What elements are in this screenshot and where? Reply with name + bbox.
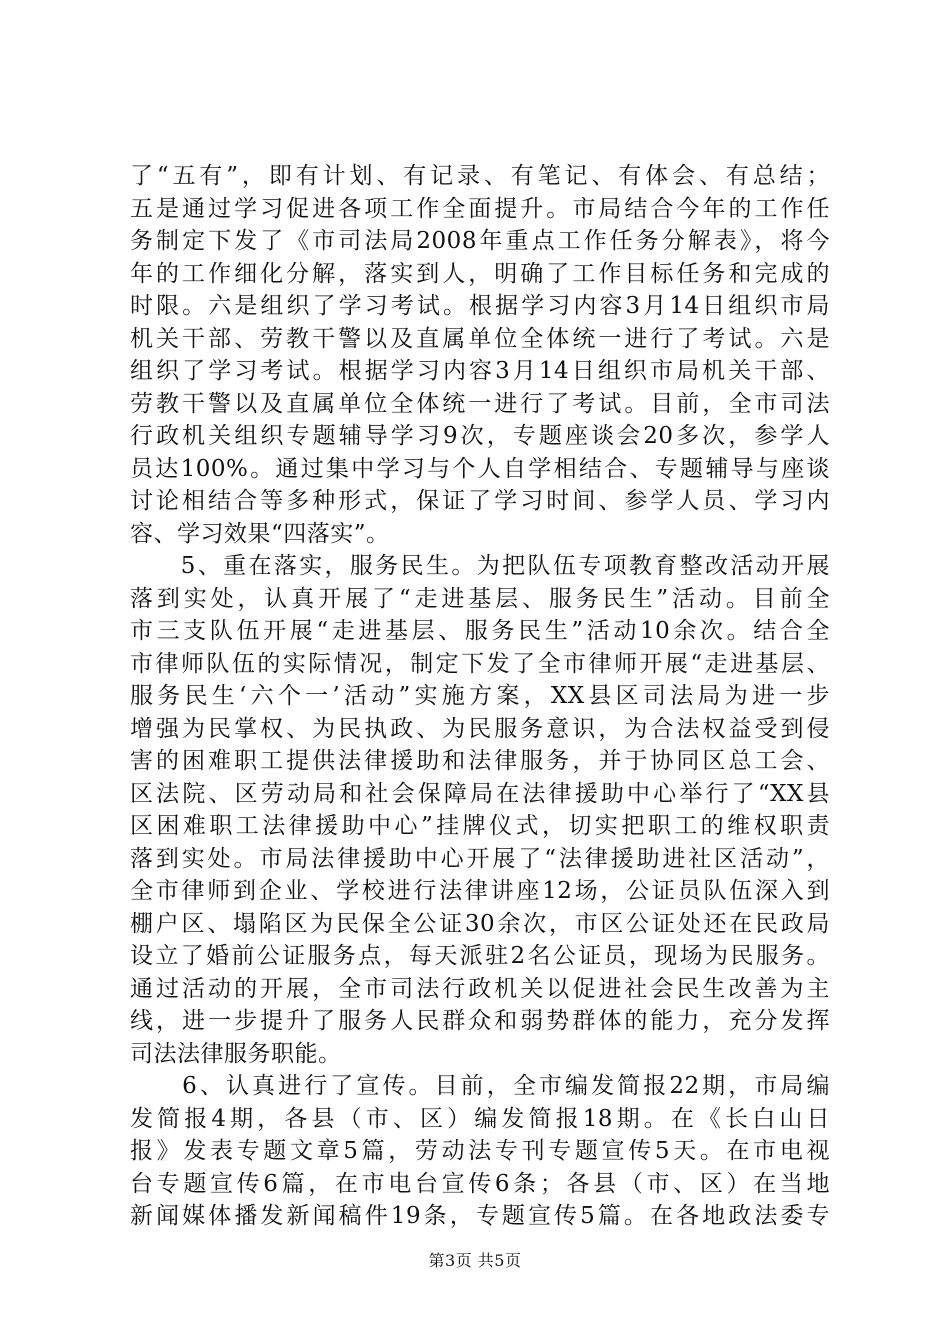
text-line: 发简报4期，各县（市、区）编发简报18期。在《长白山日 xyxy=(130,1105,830,1132)
text-line: 市律师队伍的实际情况，制定下发了全市律师开展“走进基层、 xyxy=(130,650,830,677)
text-line: 新闻媒体播发新闻稿件19条，专题宣传5篇。在各地政法委专 xyxy=(130,1203,830,1229)
page-number-label: 第3页 共5页 xyxy=(428,1251,522,1270)
document-body xyxy=(130,160,830,1233)
text-line: 机关干部、劳教干警以及直属单位全体统一进行了考试。六是 xyxy=(130,325,830,352)
text-line: 台专题宣传6篇，在市电台宣传6条；各县（市、区）在当地 xyxy=(130,1170,830,1197)
text-line: 了“五有”，即有计划、有记录、有笔记、有体会、有总结； xyxy=(130,163,830,189)
text-line: 组织了学习考试。根据学习内容3月14日组织市局机关干部、 xyxy=(130,358,830,384)
text-line: 年的工作细化分解，落实到人，明确了工作目标任务和完成的 xyxy=(130,260,830,287)
text-line: 设立了婚前公证服务点，每天派驻2名公证员，现场为民服务。 xyxy=(130,943,830,969)
text-line: 线，进一步提升了服务人民群众和弱势群体的能力，充分发挥 xyxy=(130,1008,830,1034)
text-line: 时限。六是组织了学习考试。根据学习内容3月14日组织市局 xyxy=(130,293,830,319)
text-line: 通过活动的开展，全市司法行政机关以促进社会民生改善为主 xyxy=(130,975,830,1002)
text-line: 司法法律服务职能。 xyxy=(130,1040,342,1067)
text-line: 劳教干警以及直属单位全体统一进行了考试。目前，全市司法 xyxy=(130,390,830,417)
text-line: 棚户区、塌陷区为民保全公证30余次，市区公证处还在民政局 xyxy=(130,910,830,937)
text-line: 讨论相结合等多种形式，保证了学习时间、参学人员、学习内 xyxy=(130,488,830,514)
text-line: 员达100%。通过集中学习与个人自学相结合、专题辅导与座谈 xyxy=(130,455,830,482)
text-line: 行政机关组织专题辅导学习9次，专题座谈会20多次，参学人 xyxy=(130,423,830,449)
text-line: 6、认真进行了宣传。目前，全市编发简报22期，市局编 xyxy=(130,1073,830,1099)
text-line: 落到实处，认真开展了“走进基层、服务民生”活动。目前全 xyxy=(130,585,830,612)
text-line: 害的困难职工提供法律援助和法律服务，并于协同区总工会、 xyxy=(130,748,830,774)
text-line: 全市律师到企业、学校进行法律讲座12场，公证员队伍深入到 xyxy=(130,878,830,904)
text-line: 务制定下发了《市司法局2008年重点工作任务分解表》，将今 xyxy=(130,228,830,254)
text-line: 五是通过学习促进各项工作全面提升。市局结合今年的工作任 xyxy=(130,195,830,222)
text-line: 增强为民掌权、为民执政、为民服务意识，为合法权益受到侵 xyxy=(130,715,830,742)
text-line: 报》发表专题文章5篇，劳动法专刊专题宣传5天。在市电视 xyxy=(130,1138,830,1164)
page-footer xyxy=(0,1248,950,1271)
text-line: 服务民生‘六个一’活动”实施方案，XX县区司法局为进一步 xyxy=(130,683,830,709)
text-line: 容、学习效果“四落实”。 xyxy=(130,520,390,547)
text-line: 区困难职工法律援助中心”挂牌仪式，切实把职工的维权职责 xyxy=(130,813,830,839)
text-line: 落到实处。市局法律援助中心开展了“法律援助进社区活动”， xyxy=(130,845,830,872)
text-line: 5、重在落实，服务民生。为把队伍专项教育整改活动开展 xyxy=(130,553,830,579)
text-line: 市三支队伍开展“走进基层、服务民生”活动10余次。结合全 xyxy=(130,618,830,644)
text-line: 区法院、区劳动局和社会保障局在法律援助中心举行了“XX县 xyxy=(130,780,830,807)
